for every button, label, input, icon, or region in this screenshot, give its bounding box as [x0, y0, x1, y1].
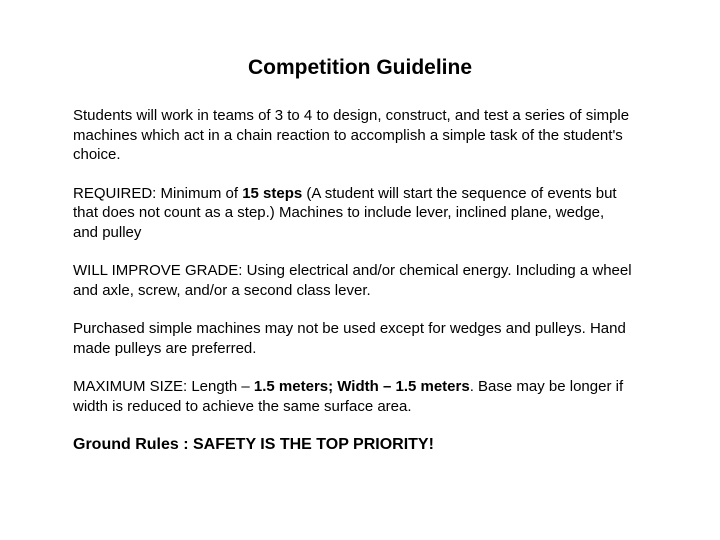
max-size-prefix: MAXIMUM SIZE: Length – — [73, 378, 254, 395]
required-suffix: (A student will start the sequence of events but that does not count as a step.) Machines to include lever, inclined plane, wedge, and pulley — [73, 184, 617, 241]
maximum-size-paragraph — [73, 377, 633, 416]
intro-paragraph: Students will work in teams of 3 to 4 to design, construct, and test a series of simple machines which act in a chain reaction to accomplish a simple task of the student's choice. — [73, 107, 630, 163]
max-size-suffix: . Base may be longer if width is reduced to achieve the same surface area. — [73, 378, 624, 415]
required-steps: 15 steps — [242, 184, 303, 202]
guideline-body — [73, 106, 633, 474]
improve-grade-paragraph: WILL IMPROVE GRADE: Using electrical and/or chemical energy. Including a wheel and axle, screw, and/or a second class lever. — [73, 262, 632, 299]
required-paragraph — [73, 184, 633, 243]
safety-priority: SAFETY IS THE TOP PRIORITY! — [193, 436, 434, 453]
ground-rules-paragraph — [73, 435, 633, 455]
required-prefix: REQUIRED: Minimum of — [73, 184, 243, 202]
ground-rules-label: Ground Rules : — [73, 436, 193, 453]
purchased-machines-paragraph: Purchased simple machines may not be used except for wedges and pulleys. Hand made pulleys are preferred. — [73, 320, 626, 357]
page-title: Competition Guideline — [248, 56, 472, 79]
max-size-dimensions: 1.5 meters; Width – 1.5 meters — [253, 378, 470, 395]
